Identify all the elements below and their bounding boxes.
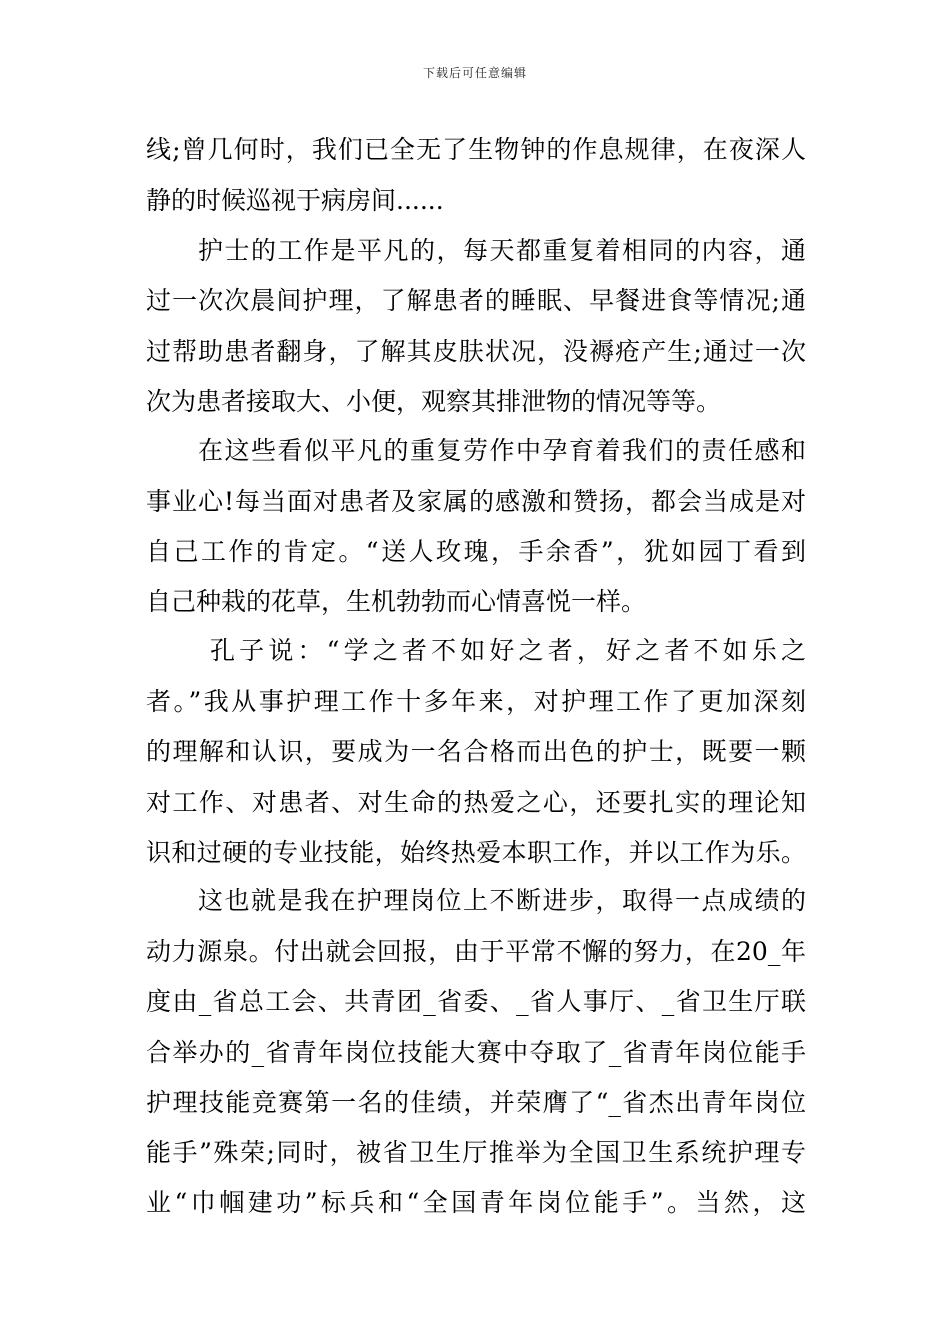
- page-header: 下载后可任意编辑: [422, 66, 527, 80]
- paragraph-first-line: 护士的工作是平凡的，每天都重复着相同的内容，通: [198, 236, 806, 265]
- text-line: 自己种栽的花草，生机勃勃而心情喜悦一样。: [146, 587, 647, 616]
- text-line: 者。”我从事护理工作十多年来，对护理工作了更加深刻: [146, 687, 806, 716]
- text-line: 业“巾帼建功”标兵和“全国青年岗位能手”。当然，这: [146, 1188, 806, 1217]
- text-line: 度由_省总工会、共青团_省委、_省人事厅、_省卫生厅联: [146, 987, 806, 1016]
- text-line: 的理解和认识，要成为一名合格而出色的护士，既要一颗: [146, 737, 806, 766]
- text-line: 线;曾几何时，我们已全无了生物钟的作息规律，在夜深人: [146, 135, 806, 164]
- text-line: 合举办的_省青年岗位技能大赛中夺取了_省青年岗位能手: [146, 1038, 806, 1067]
- paragraph-first-line: 在这些看似平凡的重复劳作中孕育着我们的责任感和: [198, 436, 806, 465]
- text-line: 识和过硬的专业技能，始终热爱本职工作，并以工作为乐。: [146, 838, 806, 867]
- text-line: 过帮助患者翻身，了解其皮肤状况，没褥疮产生;通过一次: [146, 337, 806, 366]
- paragraph-first-line: 孔子说：“学之者不如好之者，好之者不如乐之: [210, 636, 806, 665]
- text-line: 自己工作的肯定。“送人玫瑰，手余香”，犹如园丁看到: [146, 537, 806, 566]
- text-line: 能手”殊荣;同时，被省卫生厅推举为全国卫生系统护理专: [146, 1138, 806, 1167]
- text-line: 过一次次晨间护理，了解患者的睡眠、早餐进食等情况;通: [146, 286, 806, 315]
- text-line: 静的时候巡视于病房间......: [146, 186, 444, 215]
- text-line: 动力源泉。付出就会回报，由于平常不懈的努力，在20_年: [146, 937, 806, 966]
- text-line: 对工作、对患者、对生命的热爱之心，还要扎实的理论知: [146, 788, 806, 817]
- text-line: 次为患者接取大、小便，观察其排泄物的情况等等。: [146, 387, 722, 416]
- text-line: 护理技能竞赛第一名的佳绩，并荣膺了“_省杰出青年岗位: [146, 1088, 806, 1117]
- text-line: 事业心!每当面对患者及家属的感激和赞扬，都会当成是对: [146, 487, 806, 516]
- paragraph-first-line: 这也就是我在护理岗位上不断进步，取得一点成绩的: [198, 886, 806, 915]
